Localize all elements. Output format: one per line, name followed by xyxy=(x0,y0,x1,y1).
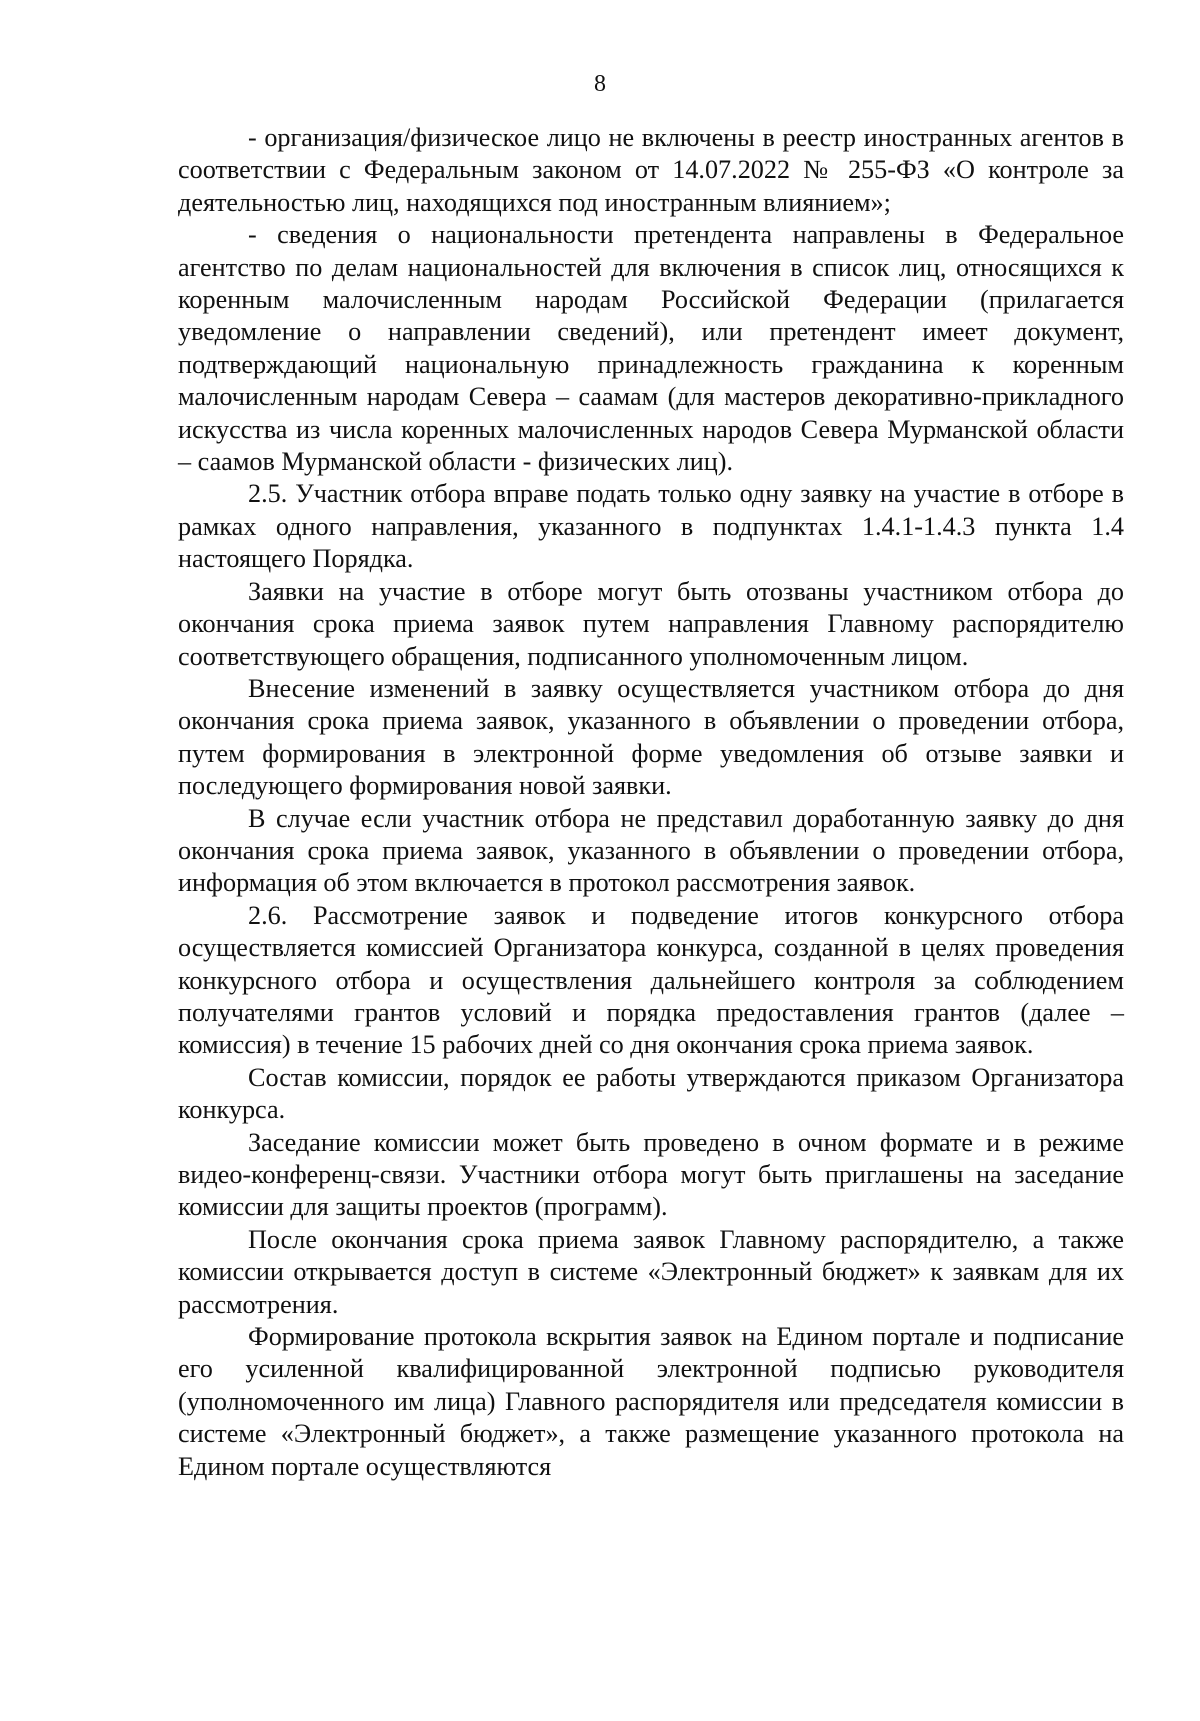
paragraph-nationality-info: - сведения о национальности претендента направлены в Федеральное агентство по делам национальностей для включения в список лиц, относящихся к коренным малочисленным народам Российской Федерации (прилагается уведомление о направлении сведений), или претендент имеет документ, подтверждающий национальную принадлежность гражданина к коренным малочисленным народам Севера – саамам (для мастеров декоративно-прикладного искусства из числа коренных малочисленных народов Севера Мурманской области – саамов Мурманской области - физических лиц). xyxy=(178,220,1124,477)
document-body xyxy=(178,122,1124,1483)
paragraph-commission-meeting: Заседание комиссии может быть проведено в очном формате и в режиме видео-конференц-связи. Участники отбора могут быть приглашены на заседание комиссии для защиты проектов (программ). xyxy=(178,1127,1124,1222)
paragraph-opening-protocol: Формирование протокола вскрытия заявок на Едином портале и подписание его усиленной квалифицированной электронной подписью руководителя (уполномоченного им лица) Главного распорядителя или председателя комиссии в системе «Электронный бюджет», а также размещение указанного протокола на Едином портале осуществляются xyxy=(178,1322,1124,1481)
paragraph-application-withdrawal: Заявки на участие в отборе могут быть отозваны участником отбора до окончания срока приема заявок путем направления Главному распорядителю соответствующего обращения, подписанного уполномоченным лицом. xyxy=(178,576,1124,671)
paragraph-application-changes: Внесение изменений в заявку осуществляется участником отбора до дня окончания срока приема заявок, указанного в объявлении о проведении отбора, путем формирования в электронной форме уведомления об отзыве заявки и последующего формирования новой заявки. xyxy=(178,673,1124,801)
paragraph-2-6-review: 2.6. Рассмотрение заявок и подведение итогов конкурсного отбора осуществляется комиссией Организатора конкурса, созданной в целях проведения конкурсного отбора и осуществления дальнейшего контроля за соблюдением получателями грантов условий и порядка предоставления грантов (далее – комиссия) в течение 15 рабочих дней со дня окончания срока приема заявок. xyxy=(178,900,1124,1060)
paragraph-revised-application: В случае если участник отбора не представил доработанную заявку до дня окончания срока приема заявок, указанного в объявлении о проведении отбора, информация об этом включается в протокол рассмотрения заявок. xyxy=(178,803,1124,898)
page-number: 8 xyxy=(594,71,606,97)
paragraph-foreign-agents: - организация/физическое лицо не включены в реестр иностранных агентов в соответствии с Федеральным законом от 14.07.2022 № 255-ФЗ «О контроле за деятельностью лиц, находящихся под иностранным влиянием»; xyxy=(178,123,1124,217)
paragraph-commission-composition: Состав комиссии, порядок ее работы утверждаются приказом Организатора конкурса. xyxy=(178,1062,1124,1125)
paragraph-system-access: После окончания срока приема заявок Главному распорядителю, а также комиссии открывается доступ в системе «Электронный бюджет» к заявкам для их рассмотрения. xyxy=(178,1224,1124,1319)
paragraph-2-5-single-application: 2.5. Участник отбора вправе подать только одну заявку на участие в отборе в рамках одного направления, указанного в подпунктах 1.4.1-1.4.3 пункта 1.4 настоящего Порядка. xyxy=(178,479,1124,574)
